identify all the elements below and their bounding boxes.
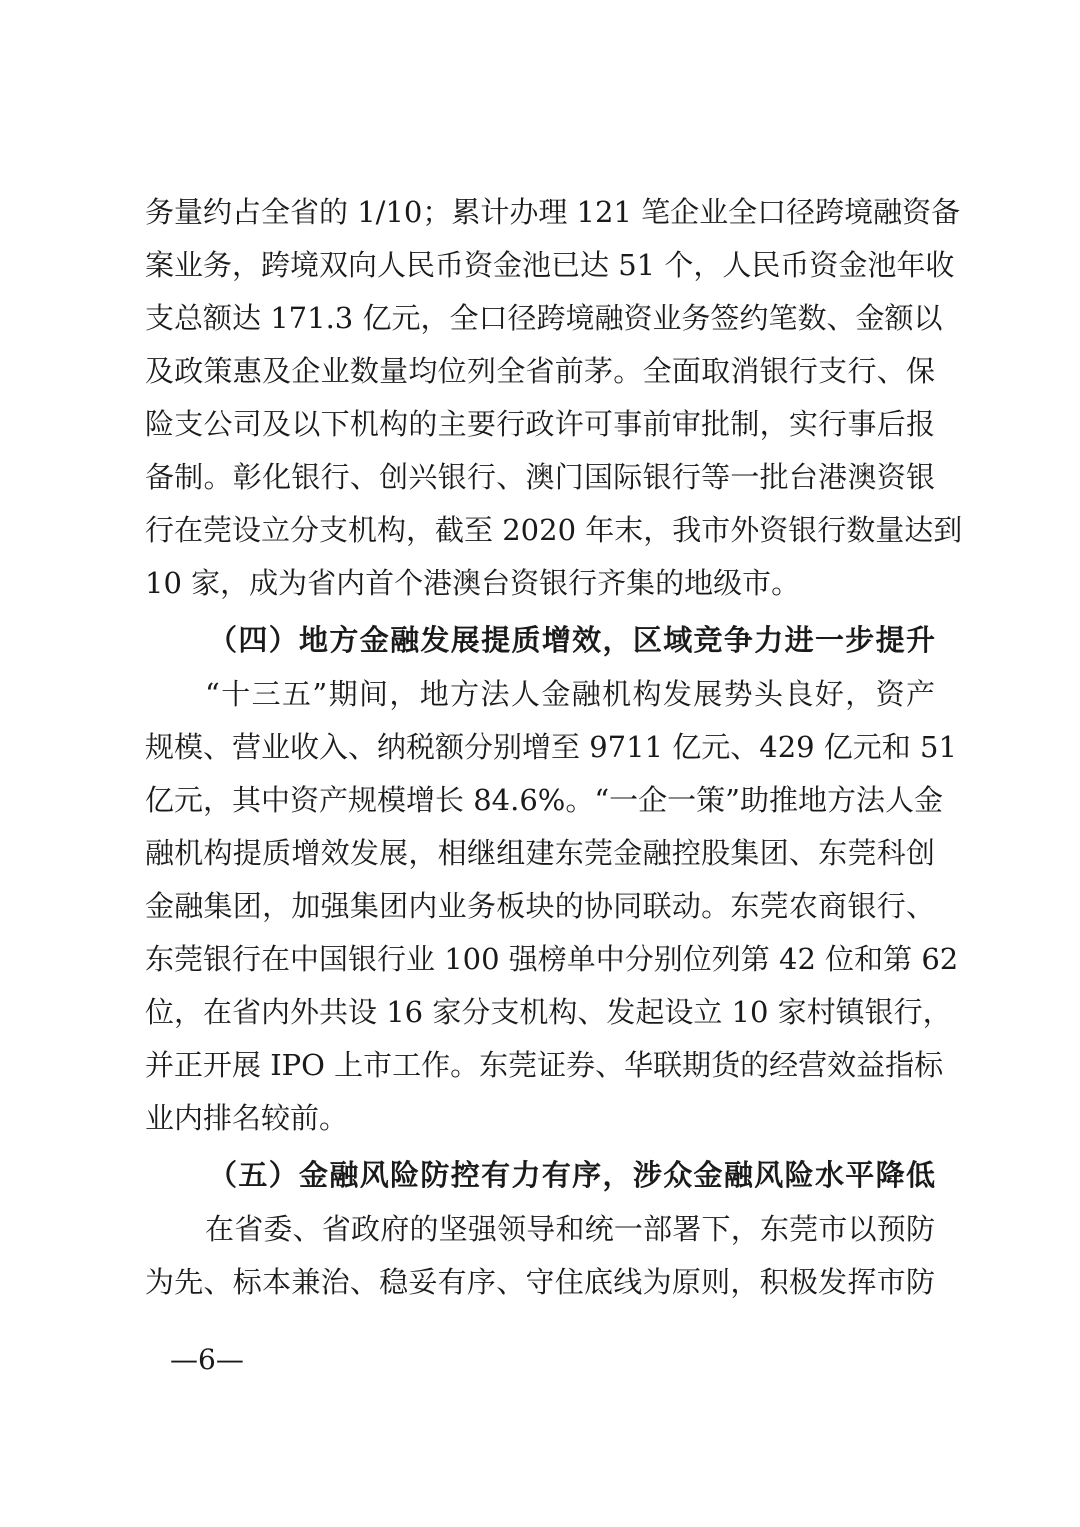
body-line: 支总额达 171.3 亿元，全口径跨境融资业务签约笔数、金额以 xyxy=(145,301,943,335)
body-line: 亿元，其中资产规模增长 84.6%。“一企一策”助推地方法人金 xyxy=(145,783,943,817)
body-line: 务量约占全省的 1/10；累计办理 121 笔企业全口径跨境融资备 xyxy=(145,195,961,229)
body-line: 并正开展 IPO 上市工作。东莞证券、华联期货的经营效益指标 xyxy=(145,1048,944,1082)
body-line: “十三五”期间，地方法人金融机构发展势头良好，资产 xyxy=(205,677,935,711)
body-line: 案业务，跨境双向人民币资金池已达 51 个，人民币资金池年收 xyxy=(145,248,955,282)
body-line: 备制。彰化银行、创兴银行、澳门国际银行等一批台港澳资银 xyxy=(145,460,935,494)
body-line: 及政策惠及企业数量均位列全省前茅。全面取消银行支行、保 xyxy=(145,354,935,388)
section-heading-4: （四）地方金融发展提质增效，区域竞争力进一步提升 xyxy=(208,623,935,657)
body-line: 规模、营业收入、纳税额分别增至 9711 亿元、429 亿元和 51 xyxy=(145,730,957,764)
body-line: 位，在省内外共设 16 家分支机构、发起设立 10 家村镇银行， xyxy=(145,995,952,1029)
body-line: 金融集团，加强集团内业务板块的协同联动。东莞农商银行、 xyxy=(145,889,935,923)
body-line: 10 家，成为省内首个港澳台资银行齐集的地级市。 xyxy=(145,566,801,600)
body-line: 行在莞设立分支机构，截至 2020 年末，我市外资银行数量达到 xyxy=(145,513,963,547)
body-line: 业内排名较前。 xyxy=(145,1101,349,1135)
body-line: 东莞银行在中国银行业 100 强榜单中分别位列第 42 位和第 62 xyxy=(145,942,959,976)
body-line: 融机构提质增效发展，相继组建东莞金融控股集团、东莞科创 xyxy=(145,836,935,870)
body-line: 为先、标本兼治、稳妥有序、守住底线为原则，积极发挥市防 xyxy=(145,1265,935,1299)
body-line: 在省委、省政府的坚强领导和统一部署下，东莞市以预防 xyxy=(205,1212,935,1246)
page-number: —6— xyxy=(170,1343,244,1376)
section-heading-5: （五）金融风险防控有力有序，涉众金融风险水平降低 xyxy=(208,1158,935,1192)
body-line: 险支公司及以下机构的主要行政许可事前审批制，实行事后报 xyxy=(145,407,935,441)
